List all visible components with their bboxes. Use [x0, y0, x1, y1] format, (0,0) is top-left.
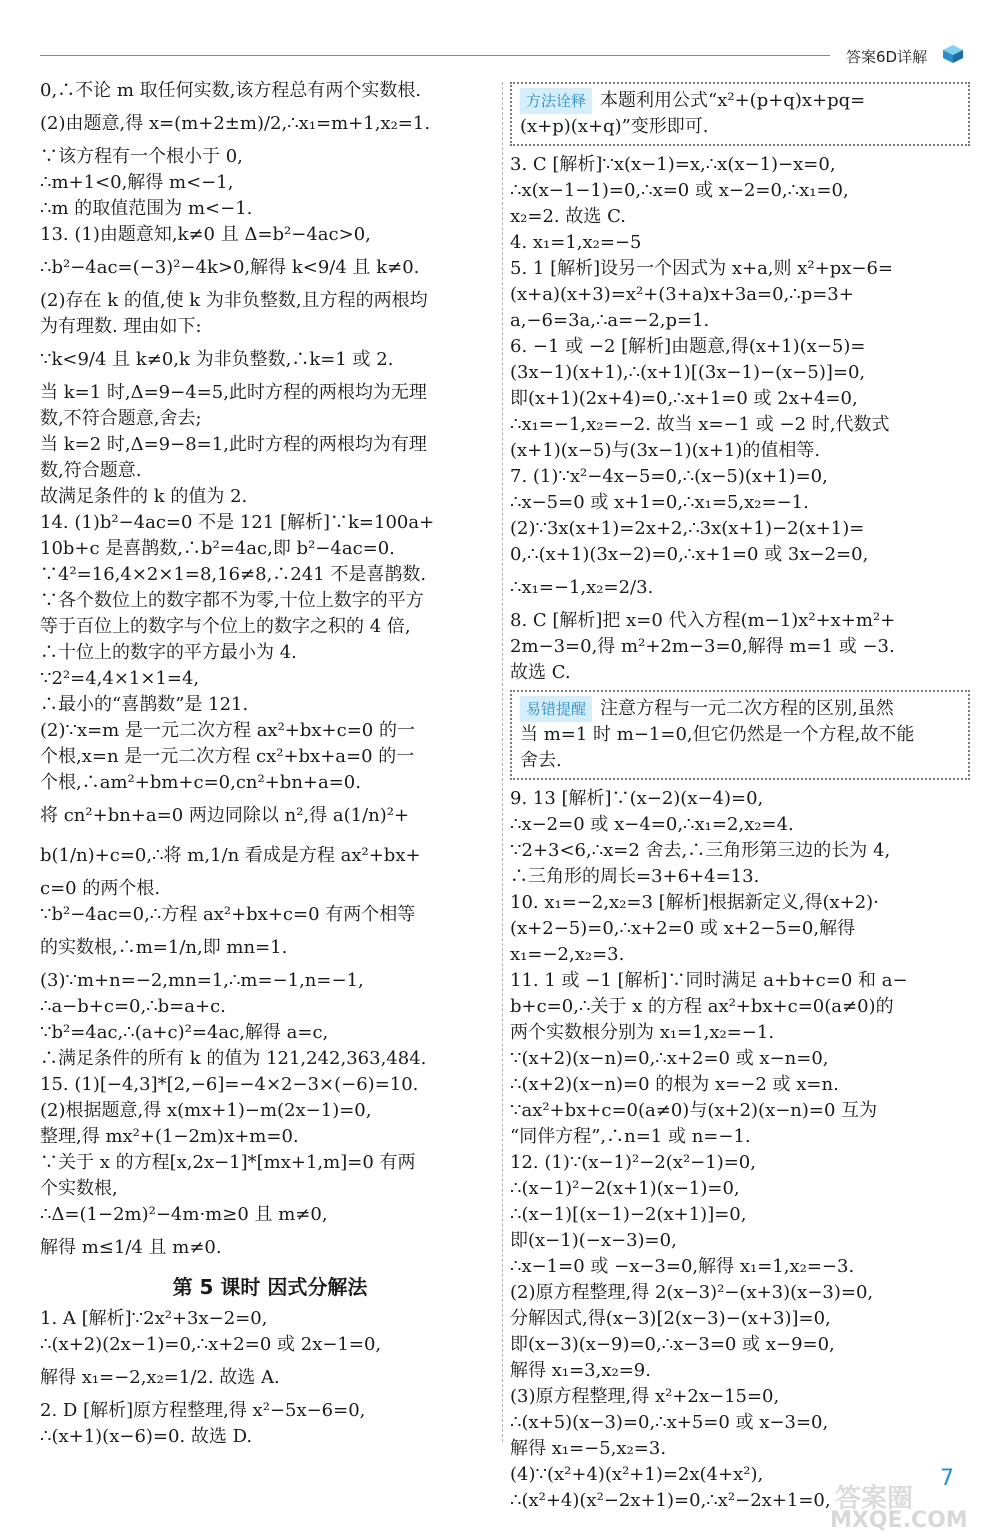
text-line: 4. x₁=1,x₂=−5 [510, 232, 642, 253]
text-line: 0,∴(x+1)(3x−2)=0,∴x+1=0 或 3x−2=0, [510, 544, 869, 565]
text-line: 解得 x₁=−2,x₂=1/2. 故选 A. [40, 1367, 280, 1388]
text-line: ∴(x−1)²−2(x+1)(x−1)=0, [510, 1178, 740, 1199]
text-line: ∴十位上的数字的平方最小为 4. [40, 642, 297, 663]
text-line: ∴x₁=−1,x₂=−2. 故当 x=−1 或 −2 时,代数式 [510, 414, 890, 435]
text-line: 1. A [解析]∵2x²+3x−2=0, [40, 1308, 268, 1329]
text-line: ∵(x+2)(x−n)=0,∴x+2=0 或 x−n=0, [510, 1048, 829, 1069]
text-line: 个实数根, [40, 1178, 118, 1199]
error-alert-box [510, 690, 970, 780]
text-line: 0,∴不论 m 取任何实数,该方程总有两个实数根. [40, 80, 422, 101]
text-line: ∴满足条件的所有 k 的值为 121,242,363,484. [40, 1048, 427, 1069]
text-line: ∵k<9/4 且 k≠0,k 为非负整数,∴k=1 或 2. [40, 349, 394, 370]
text-line: 2m−3=0,得 m²+2m−3=0,解得 m=1 或 −3. [510, 636, 895, 657]
right-column [510, 78, 970, 1514]
text-line: 9. 13 [解析]∵(x−2)(x−4)=0, [510, 788, 764, 809]
text-line: 解得 x₁=3,x₂=9. [510, 1360, 651, 1381]
text-line: 分解因式,得(x−3)[2(x−3)−(x+3)]=0, [510, 1308, 831, 1329]
column-divider [502, 82, 503, 1442]
text-line: ∵4²=16,4×2×1=8,16≠8,∴241 不是喜鹊数. [40, 564, 427, 585]
text-line: ∴x−5=0 或 x+1=0,∴x₁=5,x₂=−1. [510, 492, 809, 513]
text-line: b(1/n)+c=0,∴将 m,1/n 看成是方程 ax²+bx+ [40, 845, 421, 866]
text-line: ∴x−2=0 或 x−4=0,∴x₁=2,x₂=4. [510, 814, 794, 835]
text-line: ∴(x+5)(x−3)=0,∴x+5=0 或 x−3=0, [510, 1412, 829, 1433]
text-line: (2)由题意,得 x=(m+2±m)/2,∴x₁=m+1,x₂=1. [40, 113, 431, 134]
text-line: (2)根据题意,得 x(mx+1)−m(2x−1)=0, [40, 1100, 372, 1121]
text-line: ∵2+3<6,∴x=2 舍去,∴三角形第三边的长为 4, [510, 840, 891, 861]
text-line: 11. 1 或 −1 [解析]∵同时满足 a+b+c=0 和 a− [510, 970, 908, 991]
text-line: ∵关于 x 的方程[x,2x−1]*[mx+1,m]=0 有两 [40, 1152, 416, 1173]
text-line: 整理,得 mx²+(1−2m)x+m=0. [40, 1126, 299, 1147]
text-line: ∴m 的取值范围为 m<−1. [40, 198, 253, 219]
text-line: 5. 1 [解析]设另一个因式为 x+a,则 x²+px−6= [510, 258, 893, 279]
text-line: (2)∵3x(x+1)=2x+2,∴3x(x+1)−2(x+1)= [510, 518, 865, 539]
text-line: ∴(x+2)(x−n)=0 的根为 x=−2 或 x=n. [510, 1074, 839, 1095]
text-line: 15. (1)[−4,3]*[2,−6]=−4×2−3×(−6)=10. [40, 1074, 419, 1095]
text-line: c=0 的两个根. [40, 878, 161, 899]
text-line: 个根,x=n 是一元二次方程 cx²+bx+a=0 的一 [40, 746, 415, 767]
text-line: ∴b²−4ac=(−3)²−4k>0,解得 k<9/4 且 k≠0. [40, 257, 420, 278]
text-line: ∵2²=4,4×1×1=4, [40, 668, 200, 689]
error-alert-title: 易错提醒 [520, 696, 592, 722]
text-line: 数,符合题意. [40, 460, 142, 481]
text-line: ∴Δ=(1−2m)²−4m·m≥0 且 m≠0, [40, 1204, 328, 1225]
method-note-text: 本题利用公式“x²+(p+q)x+pq= [600, 90, 866, 111]
text-line: ∵各个数位上的数字都不为零,十位上数字的平方 [40, 590, 424, 611]
method-note-text: (x+p)(x+q)”变形即可. [520, 116, 709, 137]
text-line: 故选 C. [510, 662, 571, 683]
text-line: a,−6=3a,∴a=−2,p=1. [510, 310, 710, 331]
text-line: 将 cn²+bn+a=0 两边同除以 n²,得 a(1/n)²+ [40, 805, 410, 826]
text-line: 即(x−3)(x−9)=0,∴x−3=0 或 x−9=0, [510, 1334, 835, 1355]
text-line: 8. C [解析]把 x=0 代入方程(m−1)x²+x+m²+ [510, 610, 896, 631]
text-line: 7. (1)∵x²−4x−5=0,∴(x−5)(x+1)=0, [510, 466, 828, 487]
text-line: 的实数根,∴m=1/n,即 mn=1. [40, 937, 288, 958]
text-line: (2)存在 k 的值,使 k 为非负整数,且方程的两根均 [40, 290, 428, 311]
header-rule [40, 55, 830, 56]
text-line: 2. D [解析]原方程整理,得 x²−5x−6=0, [40, 1400, 366, 1421]
error-alert-text: 舍去. [520, 750, 562, 771]
text-line: ∵ax²+bx+c=0(a≠0)与(x+2)(x−n)=0 互为 [510, 1100, 878, 1121]
text-line: ∴a−b+c=0,∴b=a+c. [40, 996, 226, 1017]
text-line: ∴x₁=−1,x₂=2/3. [510, 577, 654, 598]
text-line: 数,不符合题意,舍去; [40, 408, 202, 429]
text-line: 两个实数根分别为 x₁=1,x₂=−1. [510, 1022, 775, 1043]
text-line: ∴(x²+4)(x²−2x+1)=0,∴x²−2x+1=0, [510, 1490, 831, 1511]
text-line: 当 k=1 时,Δ=9−4=5,此时方程的两根均为无理 [40, 382, 427, 403]
text-line: 10. x₁=−2,x₂=3 [解析]根据新定义,得(x+2)· [510, 892, 879, 913]
text-line: 6. −1 或 −2 [解析]由题意,得(x+1)(x−5)= [510, 336, 866, 357]
text-line: (2)原方程整理,得 2(x−3)²−(x+3)(x−3)=0, [510, 1282, 874, 1303]
text-line: 解得 m≤1/4 且 m≠0. [40, 1237, 222, 1258]
text-line: 解得 x₁=−5,x₂=3. [510, 1438, 667, 1459]
text-line: (3x−1)(x+1),∴(x+1)[(3x−1)−(x−5)]=0, [510, 362, 866, 383]
text-line: 10b+c 是喜鹊数,∴b²=4ac,即 b²−4ac=0. [40, 538, 395, 559]
lesson-title: 第 5 课时 因式分解法 [172, 1275, 368, 1299]
watermark-logo: 答案圈 [835, 1484, 914, 1514]
error-alert-text: 当 m=1 时 m−1=0,但它仍然是一个方程,故不能 [520, 724, 915, 745]
cube-logo-icon [942, 44, 964, 64]
text-line: 故满足条件的 k 的值为 2. [40, 486, 248, 507]
text-line: 当 k=2 时,Δ=9−8=1,此时方程的两根均为有理 [40, 434, 427, 455]
text-line: ∴(x−1)[(x−1)−2(x+1)]=0, [510, 1204, 747, 1225]
text-line: b+c=0,∴关于 x 的方程 ax²+bx+c=0(a≠0)的 [510, 996, 894, 1017]
text-line: (2)∵x=m 是一元二次方程 ax²+bx+c=0 的一 [40, 720, 415, 741]
text-line: (3)∵m+n=−2,mn=1,∴m=−1,n=−1, [40, 970, 364, 991]
text-line: x₂=2. 故选 C. [510, 206, 626, 227]
text-line: (3)原方程整理,得 x²+2x−15=0, [510, 1386, 780, 1407]
text-line: ∴m+1<0,解得 m<−1, [40, 172, 234, 193]
text-line: (4)∵(x²+4)(x²+1)=2x(4+x²), [510, 1464, 764, 1485]
text-line: ∴(x+2)(2x−1)=0,∴x+2=0 或 2x−1=0, [40, 1334, 382, 1355]
text-line: ∴最小的“喜鹊数”是 121. [40, 694, 249, 715]
left-column [40, 78, 500, 1450]
text-line: “同伴方程”,∴n=1 或 n=−1. [510, 1126, 751, 1147]
text-line: 个根,∴am²+bm+c=0,cn²+bn+a=0. [40, 772, 361, 793]
text-line: ∴三角形的周长=3+6+4=13. [510, 866, 760, 887]
text-line: 12. (1)∵(x−1)²−2(x²−1)=0, [510, 1152, 756, 1173]
text-line: 即(x−1)(−x−3)=0, [510, 1230, 677, 1251]
text-line: (x+a)(x+3)=x²+(3+a)x+3a=0,∴p=3+ [510, 284, 854, 305]
text-line: ∵b²=4ac,∴(a+c)²=4ac,解得 a=c, [40, 1022, 329, 1043]
text-line: ∴(x+1)(x−6)=0. 故选 D. [40, 1426, 253, 1447]
text-line: ∵b²−4ac=0,∴方程 ax²+bx+c=0 有两个相等 [40, 904, 416, 925]
text-line: 为有理数. 理由如下: [40, 316, 202, 337]
text-line: 3. C [解析]∵x(x−1)=x,∴x(x−1)−x=0, [510, 154, 836, 175]
text-line: 等于百位上的数字与个位上的数字之积的 4 倍, [40, 616, 411, 637]
text-line: ∵该方程有一个根小于 0, [40, 146, 243, 167]
method-note-title: 方法诠释 [520, 88, 592, 114]
text-line: ∴x−1=0 或 −x−3=0,解得 x₁=1,x₂=−3. [510, 1256, 855, 1277]
text-line: (x+1)(x−5)与(3x−1)(x+1)的值相等. [510, 440, 821, 461]
watermark-url: MXQE.COM [830, 1508, 968, 1533]
text-line: (x+2−5)=0,∴x+2=0 或 x+2−5=0,解得 [510, 918, 856, 939]
text-line: 即(x+1)(2x+4)=0,∴x+1=0 或 2x+4=0, [510, 388, 858, 409]
text-line: x₁=−2,x₂=3. [510, 944, 625, 965]
text-line: 14. (1)b²−4ac=0 不是 121 [解析]∵k=100a+ [40, 512, 435, 533]
header-tag: 答案6D详解 [846, 48, 928, 66]
method-note-box [510, 82, 970, 146]
text-line: ∴x(x−1−1)=0,∴x=0 或 x−2=0,∴x₁=0, [510, 180, 849, 201]
page-number: 7 [940, 1466, 954, 1491]
text-line: 13. (1)由题意知,k≠0 且 Δ=b²−4ac>0, [40, 224, 371, 245]
error-alert-text: 注意方程与一元二次方程的区别,虽然 [600, 698, 894, 719]
